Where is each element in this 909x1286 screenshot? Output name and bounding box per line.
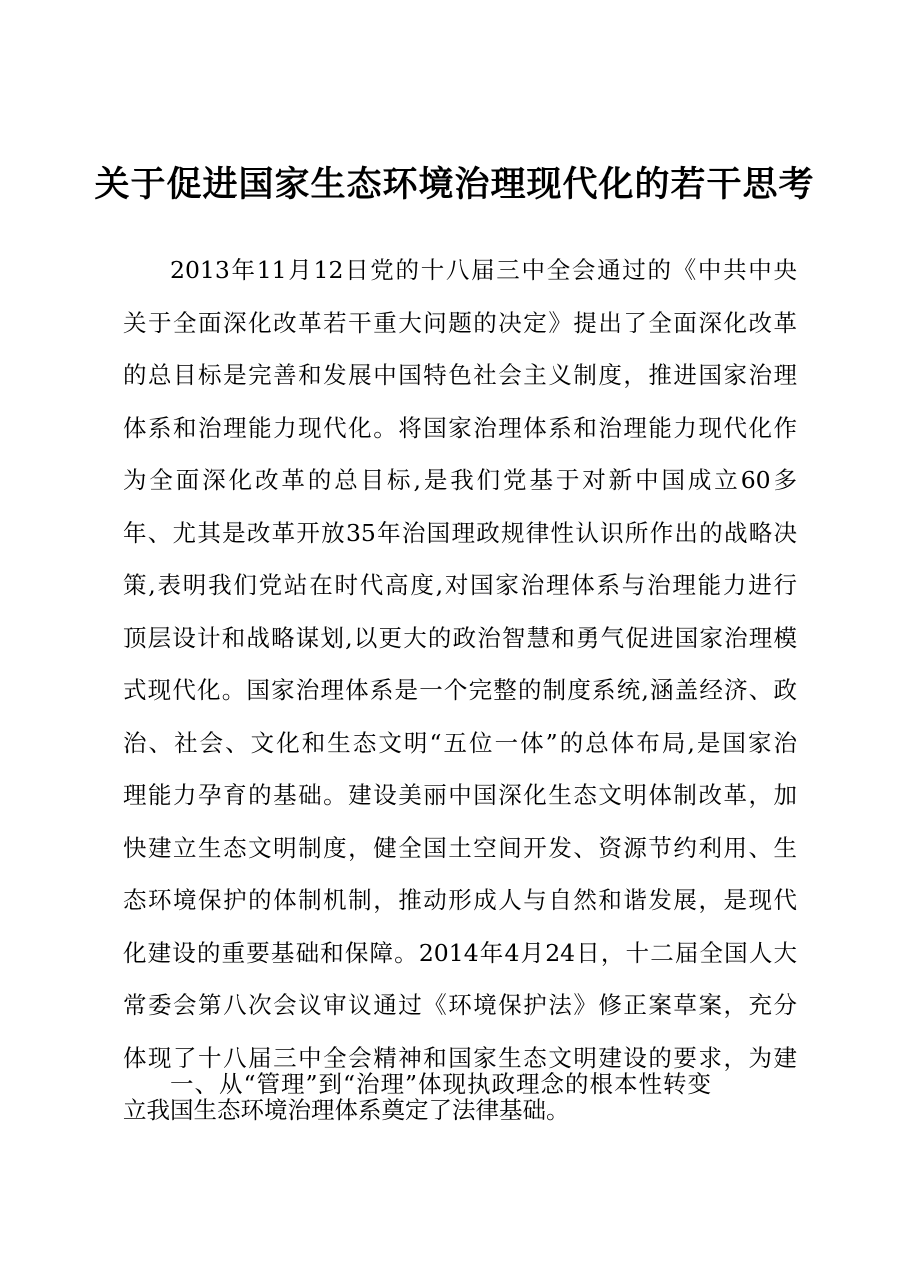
paragraph-line: 常委会第八次会议审议通过《环境保护法》修正案草案，充分 <box>123 991 797 1019</box>
paragraph-line: 式现代化。国家治理体系是一个完整的制度系统,涵盖经济、政 <box>123 676 797 704</box>
paragraph-line: 为全面深化改革的总目标,是我们党基于对新中国成立60多 <box>123 466 797 494</box>
paragraph-line: 治、社会、文化和生态文明“五位一体”的总体布局,是国家治 <box>123 728 797 757</box>
paragraph-line: 立我国生态环境治理体系奠定了法律基础。 <box>123 1096 570 1124</box>
paragraph-line: 快建立生态文明制度，健全国土空间开发、资源节约利用、生 <box>123 833 797 862</box>
intro-paragraph <box>123 244 797 1137</box>
paragraph-line: 策,表明我们党站在时代高度,对国家治理体系与治理能力进行 <box>123 571 797 599</box>
paragraph-line: 的总目标是完善和发展中国特色社会主义制度，推进国家治理 <box>123 361 797 389</box>
paragraph-line: 年、尤其是改革开放35年治国理政规律性认识所作出的战略决 <box>123 518 797 547</box>
paragraph-line: 态环境保护的体制机制，推动形成人与自然和谐发展，是现代 <box>123 886 797 914</box>
paragraph-line: 化建设的重要基础和保障。2014年4月24日，十二届全国人大 <box>123 938 797 967</box>
paragraph-line: 关于全面深化改革若干重大问题的决定》提出了全面深化改革 <box>123 308 797 337</box>
paragraph-line: 体现了十八届三中全会精神和国家生态文明建设的要求，为建 <box>123 1043 797 1072</box>
paragraph-line: 顶层设计和战略谋划,以更大的政治智慧和勇气促进国家治理模 <box>123 623 797 652</box>
paragraph-line: 2013年11月12日党的十八届三中全会通过的《中共中央 <box>170 256 797 284</box>
document-title: 关于促进国家生态环境治理现代化的若干思考 <box>94 165 815 205</box>
paragraph-line: 理能力孕育的基础。建设美丽中国深化生态文明体制改革，加 <box>123 781 797 809</box>
section-heading: 一、从“管理”到“治理”体现执政理念的根本性转变 <box>170 1070 713 1098</box>
paragraph-line: 体系和治理能力现代化。将国家治理体系和治理能力现代化作 <box>123 413 797 442</box>
